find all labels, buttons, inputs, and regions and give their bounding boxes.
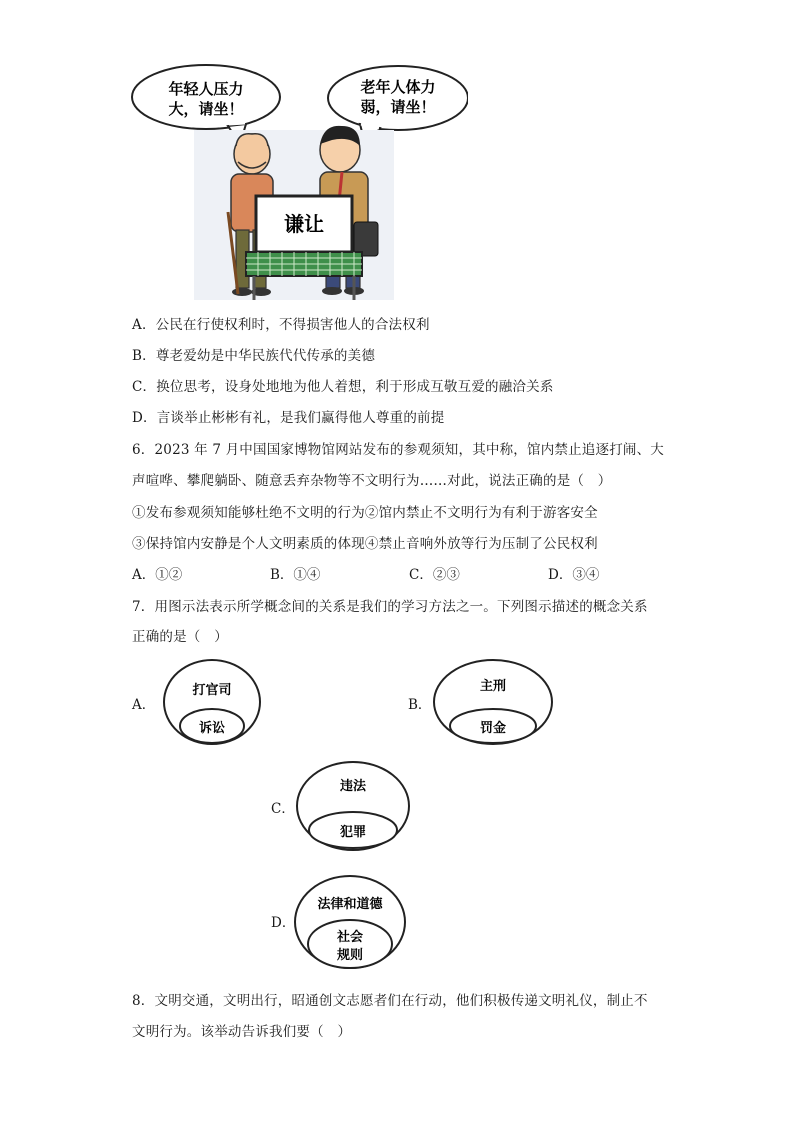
- q6-option-b: B．①④: [270, 567, 321, 583]
- q7-diagram-b-outer: 主刑: [479, 679, 507, 694]
- q8-stem-line2: 文明行为。该举动告诉我们要（ ）: [132, 1024, 352, 1040]
- q7-diagram-d-outer: 法律和道德: [317, 897, 383, 912]
- q6-statement-line2: ③保持馆内安静是个人文明素质的体现④禁止音响外放等行为压制了公民权利: [132, 536, 598, 552]
- q7-stem-line1: 7．用图示法表示所学概念间的关系是我们的学习方法之一。下列图示描述的概念关系: [132, 599, 648, 615]
- q7-diagram-b-letter: B．: [408, 697, 432, 713]
- q7-diagram-c-letter: C．: [271, 801, 295, 817]
- q7-diagram-a-letter: A．: [132, 697, 156, 713]
- q7-diagram-b: [430, 656, 556, 748]
- q8-stem-line1: 8．文明交通，文明出行，昭通创文志愿者们在行动，他们积极传递文明礼仪，制止不: [132, 993, 648, 1009]
- bubble-left-line1: 年轻人压力: [168, 80, 244, 98]
- q6-option-c: C．②③: [409, 567, 460, 583]
- q5-option-c: C．换位思考，设身处地地为他人着想，利于形成互敬互爱的融洽关系: [132, 379, 554, 395]
- q7-diagram-d-inner-line1: 社会: [336, 930, 364, 945]
- q7-diagram-d: [291, 872, 409, 972]
- q6-stem-line1: 6．2023 年 7 月中国国家博物馆网站发布的参观须知，其中称，馆内禁止追逐打闹、大: [132, 442, 665, 458]
- q7-diagram-a: [160, 656, 264, 748]
- q5-option-d: D．言谈举止彬彬有礼，是我们赢得他人尊重的前提: [132, 410, 445, 426]
- q6-option-a: A．①②: [132, 567, 183, 583]
- bubble-right-line1: 老年人体力: [360, 78, 436, 96]
- q5-option-a: A．公民在行使权利时，不得损害他人的合法权利: [132, 317, 430, 333]
- q7-diagram-d-letter: D．: [271, 915, 296, 931]
- q7-diagram-a-outer: 打官司: [192, 683, 232, 698]
- q5-option-b: B．尊老爱幼是中华民族代代传承的美德: [132, 348, 376, 364]
- courtesy-cartoon: [128, 62, 468, 307]
- q7-stem-line2: 正确的是（ ）: [132, 629, 228, 645]
- q6-stem-line2: 声喧哗、攀爬躺卧、随意丢弃杂物等不文明行为……对此，说法正确的是（ ）: [132, 473, 612, 489]
- q6-option-d: D．③④: [548, 567, 600, 583]
- q6-statement-line1: ①发布参观须知能够杜绝不文明的行为②馆内禁止不文明行为有利于游客安全: [132, 505, 598, 521]
- q7-diagram-d-inner-line2: 规则: [336, 948, 364, 963]
- seat-sign-text: 谦让: [284, 212, 324, 236]
- q7-diagram-c-outer: 违法: [339, 779, 367, 794]
- q7-diagram-c: [293, 758, 413, 854]
- q7-diagram-b-inner: 罚金: [479, 721, 507, 736]
- q7-diagram-a-inner: 诉讼: [198, 721, 226, 736]
- bubble-right-line2: 弱，请坐！: [360, 98, 436, 116]
- bubble-left-line2: 大，请坐！: [168, 100, 244, 118]
- q7-diagram-c-inner: 犯罪: [339, 825, 367, 840]
